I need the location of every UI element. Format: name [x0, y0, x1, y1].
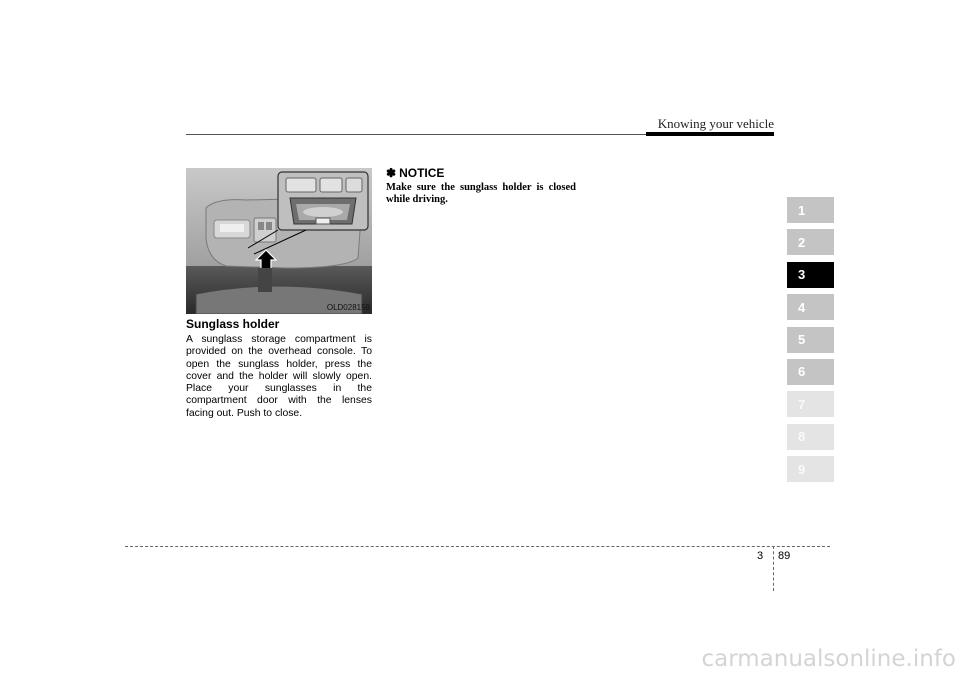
chapter-tab-7[interactable]: 7 [787, 391, 834, 417]
chapter-tab-2[interactable]: 2 [787, 229, 834, 255]
chapter-tab-3[interactable]: 3 [787, 262, 834, 288]
chapter-tab-8[interactable]: 8 [787, 424, 834, 450]
footer-divider [773, 546, 774, 591]
header-rule [186, 134, 646, 135]
chapter-tab-5[interactable]: 5 [787, 327, 834, 353]
chapter-tab-4[interactable]: 4 [787, 294, 834, 320]
notice-heading-label: NOTICE [399, 166, 445, 180]
footer-chapter: 3 [757, 550, 764, 562]
notice-symbol-icon: ✽ [386, 166, 397, 180]
notice-text: Make sure the sunglass holder is closed while driving. [386, 182, 576, 206]
overhead-console-photo [186, 168, 372, 314]
section-title: Sunglass holder [186, 317, 280, 331]
chapter-tab-6[interactable]: 6 [787, 359, 834, 385]
page-number: 89 [778, 550, 791, 562]
running-header: Knowing your vehicle [657, 116, 774, 131]
footer-rule [125, 546, 830, 547]
chapter-tab-1[interactable]: 1 [787, 197, 834, 223]
notice-heading [386, 166, 444, 180]
chapter-tab-9[interactable]: 9 [787, 456, 834, 482]
chapter-tabs [787, 197, 834, 489]
figure-code: OLD028159 [326, 303, 370, 312]
watermark: carmanualsonline.info [701, 646, 956, 672]
section-body: A sunglass storage compartment is provided on the overhead console. To open the sunglass holder, press the cover and the holder will slowly open. Place your sunglasses in the compartment door with the lenses facing out. Push to close. [186, 334, 372, 419]
console-illustration [186, 168, 372, 314]
header-rule-accent [646, 132, 774, 136]
